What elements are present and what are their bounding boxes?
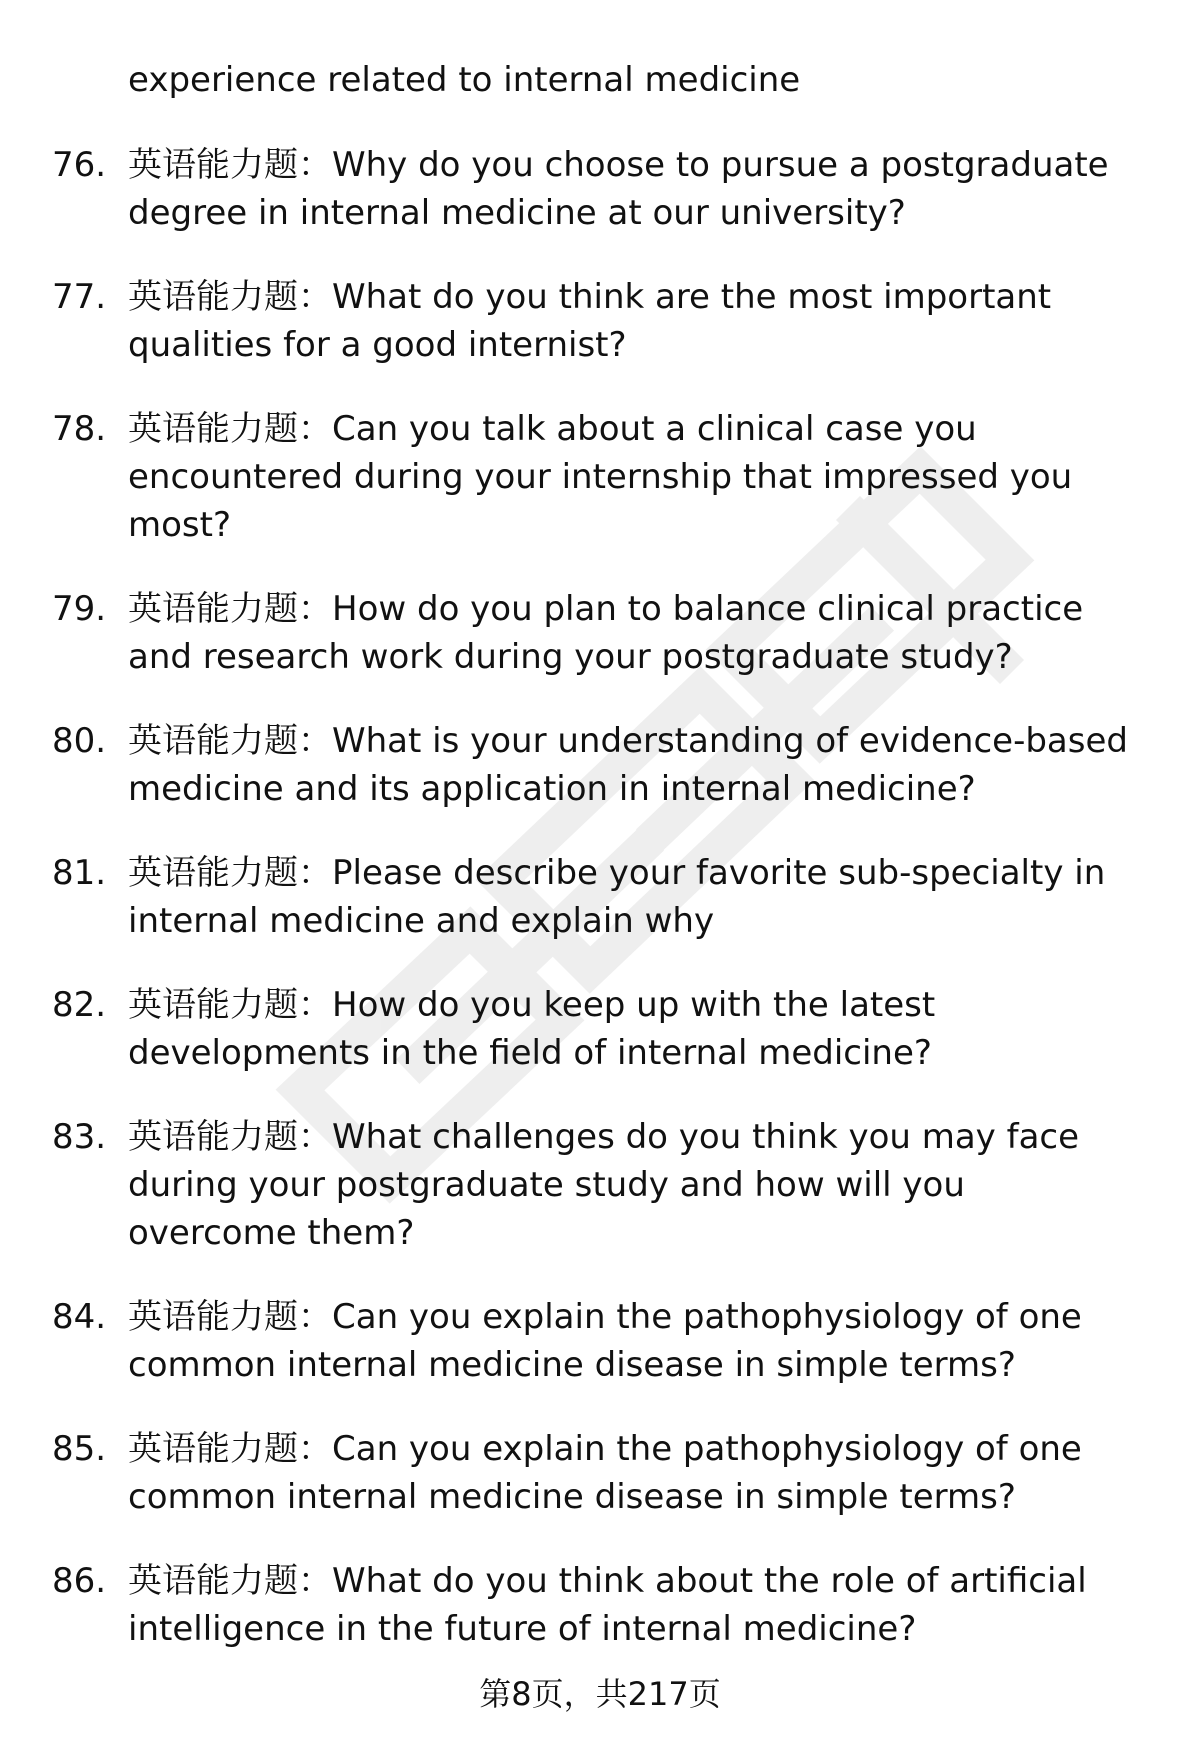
page-footer: 第8页，共217页 bbox=[479, 1675, 721, 1713]
question-number: 86. bbox=[52, 1561, 107, 1601]
question-line bbox=[128, 1557, 1160, 1605]
question-line-text: overcome them? bbox=[128, 1213, 415, 1253]
question-item bbox=[0, 273, 1200, 369]
question-line bbox=[128, 1113, 1160, 1161]
question-line bbox=[128, 717, 1160, 765]
question-text bbox=[128, 1293, 1160, 1389]
question-line-text: intelligence in the future of internal medicine? bbox=[128, 1609, 917, 1649]
question-line bbox=[128, 1341, 1160, 1389]
question-number: 77. bbox=[52, 277, 107, 317]
question-text bbox=[128, 849, 1160, 945]
question-line-text: common internal medicine disease in simple terms? bbox=[128, 1477, 1016, 1517]
question-line-text: Please describe your favorite sub-specialty in bbox=[332, 853, 1106, 893]
question-line-text: How do you keep up with the latest bbox=[332, 985, 936, 1025]
question-number: 76. bbox=[52, 145, 107, 185]
question-item bbox=[0, 1293, 1200, 1389]
question-line bbox=[128, 1425, 1160, 1473]
question-line-text: most? bbox=[128, 505, 232, 545]
question-line bbox=[128, 321, 1160, 369]
question-category-label: 英语能力题： bbox=[128, 721, 332, 761]
question-line-text: and research work during your postgraduate study? bbox=[128, 637, 1013, 677]
question-text bbox=[128, 1557, 1160, 1653]
question-number: 81. bbox=[52, 853, 107, 893]
question-number: 80. bbox=[52, 721, 107, 761]
question-line-text: Why do you choose to pursue a postgraduate bbox=[332, 145, 1109, 185]
question-item bbox=[0, 717, 1200, 813]
question-item bbox=[0, 981, 1200, 1077]
question-text bbox=[128, 981, 1160, 1077]
question-line bbox=[128, 273, 1160, 321]
question-item bbox=[0, 141, 1200, 237]
question-line bbox=[128, 1209, 1160, 1257]
question-category-label: 英语能力题： bbox=[128, 277, 332, 317]
question-category-label: 英语能力题： bbox=[128, 1561, 332, 1601]
question-line bbox=[128, 981, 1160, 1029]
question-category-label: 英语能力题： bbox=[128, 589, 332, 629]
question-line bbox=[128, 405, 1160, 453]
question-text bbox=[128, 141, 1160, 237]
question-text bbox=[128, 405, 1160, 549]
question-line bbox=[128, 453, 1160, 501]
question-list bbox=[0, 141, 1200, 1689]
question-number: 83. bbox=[52, 1117, 107, 1157]
question-number: 85. bbox=[52, 1429, 107, 1469]
question-category-label: 英语能力题： bbox=[128, 985, 332, 1025]
question-line bbox=[128, 1605, 1160, 1653]
question-line-text: Can you explain the pathophysiology of one bbox=[332, 1297, 1082, 1337]
question-line bbox=[128, 897, 1160, 945]
question-item bbox=[0, 1425, 1200, 1521]
question-category-label: 英语能力题： bbox=[128, 1117, 332, 1157]
question-line-text: What do you think about the role of artificial bbox=[332, 1561, 1087, 1601]
question-line-text: developments in the field of internal medicine? bbox=[128, 1033, 932, 1073]
question-text bbox=[128, 273, 1160, 369]
question-text bbox=[128, 1425, 1160, 1521]
question-line-text: qualities for a good internist? bbox=[128, 325, 627, 365]
question-number: 84. bbox=[52, 1297, 107, 1337]
question-line bbox=[128, 189, 1160, 237]
question-number: 79. bbox=[52, 589, 107, 629]
question-line-text: Can you explain the pathophysiology of one bbox=[332, 1429, 1082, 1469]
question-line bbox=[128, 765, 1160, 813]
question-line bbox=[128, 1029, 1160, 1077]
question-item bbox=[0, 1113, 1200, 1257]
question-line bbox=[128, 1161, 1160, 1209]
question-line-text: common internal medicine disease in simple terms? bbox=[128, 1345, 1016, 1385]
question-text bbox=[128, 585, 1160, 681]
question-line bbox=[128, 1293, 1160, 1341]
question-line-text: How do you plan to balance clinical practice bbox=[332, 589, 1084, 629]
question-item bbox=[0, 585, 1200, 681]
question-item bbox=[0, 405, 1200, 549]
question-line-text: What do you think are the most important bbox=[332, 277, 1052, 317]
question-line bbox=[128, 585, 1160, 633]
question-line bbox=[128, 141, 1160, 189]
question-line-text: Can you talk about a clinical case you bbox=[332, 409, 977, 449]
question-number: 78. bbox=[52, 409, 107, 449]
question-category-label: 英语能力题： bbox=[128, 145, 332, 185]
question-text bbox=[128, 1113, 1160, 1257]
question-line bbox=[128, 1473, 1160, 1521]
question-line bbox=[128, 633, 1160, 681]
question-line-text: What challenges do you think you may face bbox=[332, 1117, 1080, 1157]
question-line bbox=[128, 849, 1160, 897]
question-category-label: 英语能力题： bbox=[128, 1297, 332, 1337]
question-text bbox=[128, 717, 1160, 813]
question-line bbox=[128, 501, 1160, 549]
question-line-text: medicine and its application in internal medicine? bbox=[128, 769, 976, 809]
question-line-text: What is your understanding of evidence-based bbox=[332, 721, 1128, 761]
question-line-text: degree in internal medicine at our university? bbox=[128, 193, 906, 233]
question-item bbox=[0, 849, 1200, 945]
question-line-text: encountered during your internship that impressed you bbox=[128, 457, 1073, 497]
question-item bbox=[0, 1557, 1200, 1653]
question-category-label: 英语能力题： bbox=[128, 853, 332, 893]
question-line-text: during your postgraduate study and how will you bbox=[128, 1165, 965, 1205]
question-number: 82. bbox=[52, 985, 107, 1025]
question-line-text: internal medicine and explain why bbox=[128, 901, 715, 941]
question-category-label: 英语能力题： bbox=[128, 1429, 332, 1469]
continuation-text: experience related to internal medicine bbox=[128, 60, 801, 100]
question-category-label: 英语能力题： bbox=[128, 409, 332, 449]
